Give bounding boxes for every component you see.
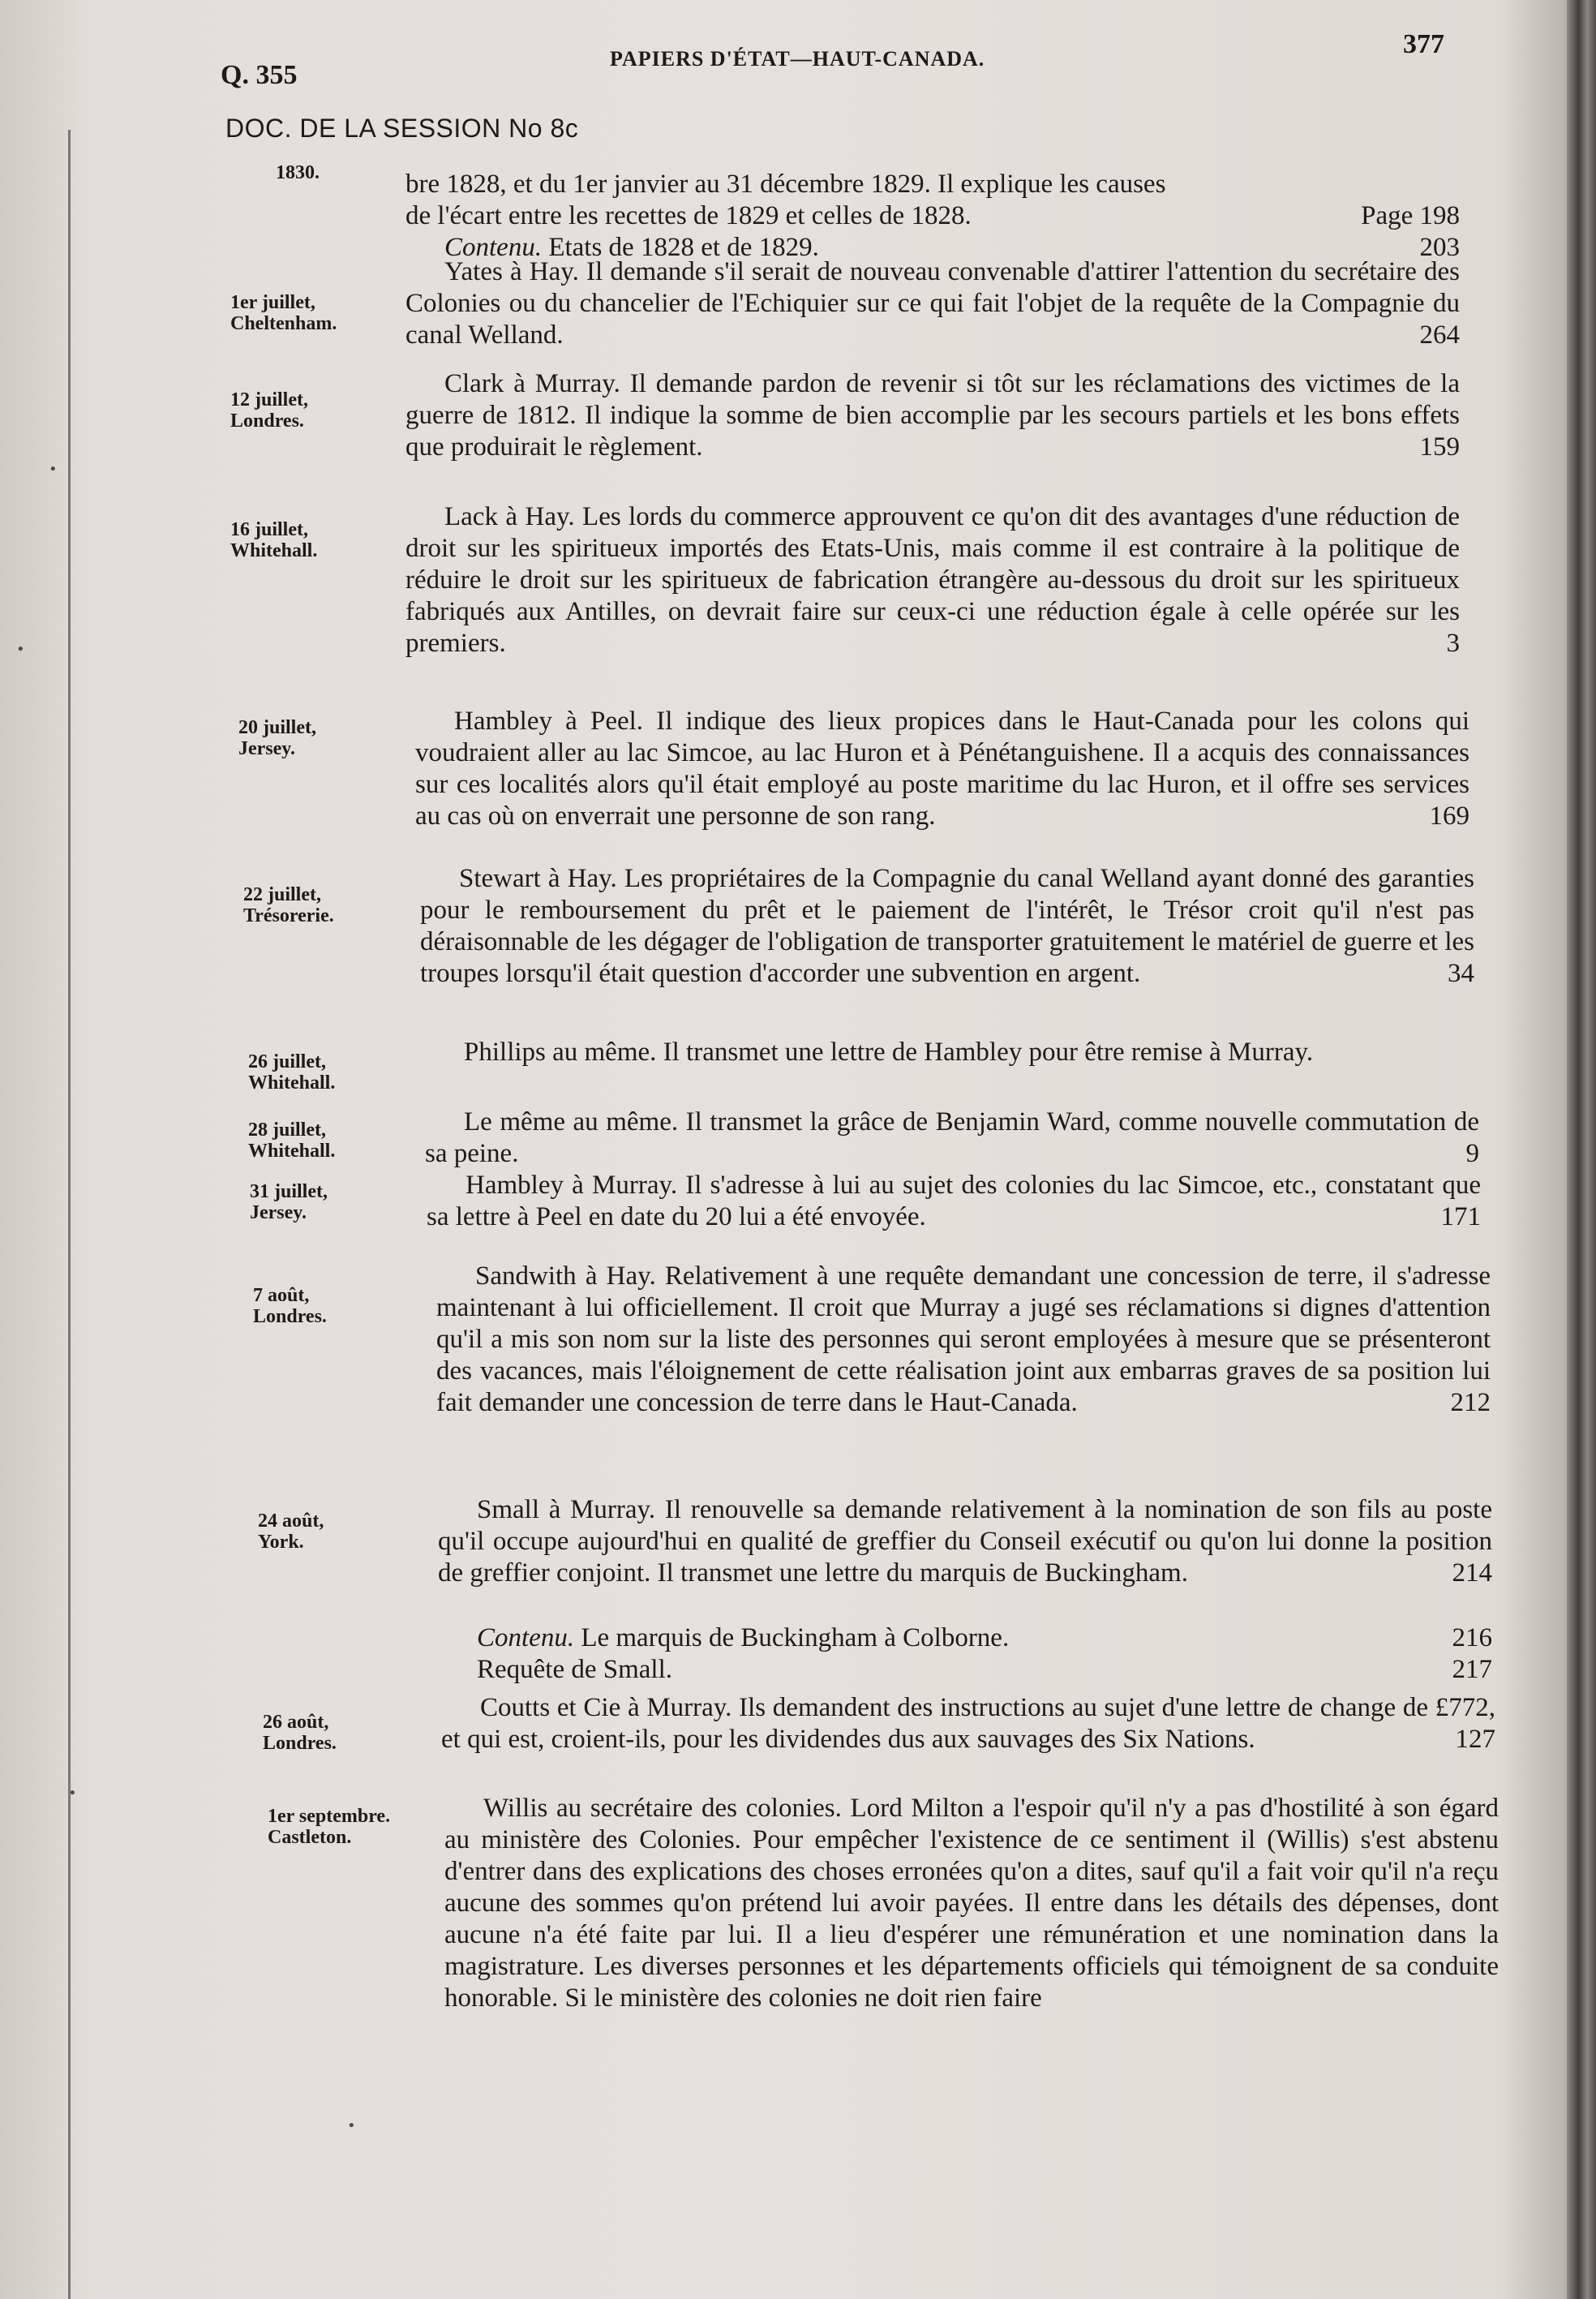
entry-text: Phillips au même. Il transmet une lettre de Hambley pour être remise à Murray. [464, 1038, 1314, 1067]
entry-place: Cheltenham. [230, 313, 337, 334]
entry-date: 31 juillet, [250, 1181, 328, 1202]
entry-date: 1er septembre. [268, 1806, 391, 1827]
contenu-label: Contenu. [444, 233, 543, 262]
header-title: PAPIERS D'ÉTAT—HAUT-CANADA. [610, 47, 985, 71]
entry-date: 28 juillet, [248, 1119, 326, 1141]
entry-page: 214 [1452, 1558, 1492, 1588]
page-number: 377 [1403, 29, 1444, 59]
entry-text: Yates à Hay. Il demande s'il serait de nouveau convenable d'attirer l'attention du secrétaire des Colonies ou du chancelier de l'Echiquier sur ce qui fait l'objet de la requête de la Compagnie du canal Welland. [405, 257, 1460, 350]
entry-page: 3 [1446, 629, 1460, 658]
entry-text: Hambley à Murray. Il s'adresse à lui au sujet des colonies du lac Simcoe, etc., constatant que sa lettre à Peel en date du 20 lui a été envoyée. [427, 1171, 1481, 1231]
margin-speck: • [347, 2117, 356, 2134]
intro-line-2: de l'écart entre les recettes de 1829 et celles de 1828. [405, 201, 972, 230]
entry-place: Jersey. [250, 1202, 307, 1223]
entry-place: Castleton. [268, 1827, 352, 1848]
entry-page: 171 [1440, 1202, 1481, 1231]
entry-place: Trésorerie. [243, 905, 334, 926]
entry-page: 212 [1450, 1388, 1491, 1417]
entry-page: 264 [1419, 320, 1460, 350]
intro-line-2-row [405, 200, 1460, 232]
margin-speck: • [49, 461, 58, 478]
entry-date: 26 août, [263, 1712, 329, 1733]
entry-text: Hambley à Peel. Il indique des lieux propices dans le Haut-Canada pour les colons qui voudraient aller au lac Simcoe, au lac Huron et à Pénétanguishene. Il a acquis des connaissances sur ces localités alors qu'il était employé au poste maritime du lac Huron, et il offre ses services au cas où on enverrait une personne de son rang. [415, 707, 1469, 831]
entry-place: Whitehall. [230, 540, 318, 561]
entry-date: 20 juillet, [238, 717, 316, 738]
margin-speck: • [16, 641, 25, 658]
contenu-text: Etats de 1828 et de 1829. [548, 233, 819, 262]
contenu-page: 203 [1419, 233, 1460, 262]
entry-page: 159 [1419, 432, 1460, 462]
entry-page: 9 [1465, 1139, 1479, 1168]
entry-place: Whitehall. [248, 1141, 336, 1162]
intro-page-ref: Page 198 [1361, 201, 1460, 230]
entry-place: Londres. [263, 1733, 337, 1754]
contenu-label-2: Contenu. [477, 1623, 575, 1652]
session-label: DOC. DE LA SESSION No 8c [225, 114, 579, 143]
entry-text: Clark à Murray. Il demande pardon de revenir si tôt sur les réclamations des victimes de la guerre de 1812. Il indique la somme de bien accomplie par les secours partiels et les bons effets que produirait le règlement. [405, 369, 1460, 462]
page-edge [1567, 0, 1596, 2299]
intro-text [405, 169, 1460, 264]
entry-text: Le même au même. Il transmet la grâce de Benjamin Ward, comme nouvelle commutation de sa peine. [425, 1107, 1479, 1168]
entry-date: 24 août, [258, 1510, 324, 1532]
entry-text: Willis au secrétaire des colonies. Lord Milton a l'espoir qu'il n'y a pas d'hostilité à son égard au ministère des Colonies. Pour empêcher l'existence de ce sentiment il (Willis) s'est abstenu d'entrer dans des explications des choses erronées qu'on a dites, sauf qu'il a fait voir qu'il n'a reçu aucune des sommes qu'on prétend lui avoir payées. Il entre dans les détails des dépenses, dont aucune n'a été faite par lui. Il a lieu d'espérer une rémunération et une nomination dans la magistrature. Les diverses personnes et les départements officiels qui témoignent de sa conduite honorable. Si le ministère des colonies ne doit rien faire [444, 1794, 1499, 2013]
entry-date: 16 juillet, [230, 519, 308, 540]
contenu-page-1: 216 [1452, 1623, 1492, 1652]
entry-text: Sandwith à Hay. Relativement à une requête demandant une concession de terre, il s'adresse maintenant à lui officiellement. Il croit que Murray a jugé ses réclamations si dignes d'attention qu'il a mis son nom sur la liste des personnes qui seront employées à mesure que se présenteront des vacances, mais l'éloignement de cette réalisation joint aux embarras graves de sa position lui fait demander une concession de terre dans le Haut-Canada. [436, 1261, 1491, 1417]
entry-place: Jersey. [238, 738, 295, 759]
entry-text: Coutts et Cie à Murray. Ils demandent des instructions au sujet d'une lettre de change de £772, et qui est, croient-ils, pour les dividendes dus aux sauvages des Six Nations. [441, 1693, 1495, 1754]
entry-date: 22 juillet, [243, 884, 321, 905]
margin-speck: • [68, 1785, 77, 1802]
contenu-line-2: Requête de Small. [477, 1655, 673, 1684]
entry-place: Whitehall. [248, 1072, 336, 1094]
entry-place: Londres. [253, 1306, 327, 1327]
entry-page: 127 [1455, 1725, 1495, 1754]
entry-date: 7 août, [253, 1285, 310, 1306]
year-label: 1830. [276, 162, 320, 183]
header-reference: Q. 355 [221, 60, 298, 90]
entry-place: Londres. [230, 410, 304, 432]
entry-place: York. [258, 1532, 304, 1553]
contenu-line-1: Le marquis de Buckingham à Colborne. [581, 1623, 1010, 1652]
entry-page: 169 [1429, 801, 1469, 831]
entry-text: Stewart à Hay. Les propriétaires de la Compagnie du canal Welland ayant donné des garanties pour le remboursement du prêt et le paiement de l'intérêt, le Trésor croit qu'il n'est pas déraisonnable de les dégager de l'obligation de transporter gratuitement le matériel de guerre et les troupes lorsqu'il était question d'accorder une subvention en argent. [420, 864, 1474, 988]
binding-line [68, 130, 71, 2299]
entry-page: 34 [1448, 959, 1474, 988]
entry-text: Lack à Hay. Les lords du commerce approuvent ce qu'on dit des avantages d'une réduction de droit sur les spiritueux importés des Etats-Unis, mais comme il est contraire à la politique de réduire le droit sur les spiritueux de fabrication étrangère au-dessous du droit sur les spiritueux fabriqués aux Antilles, on devrait faire sur ceux-ci une réduction égale à celle opérée sur les premiers. [405, 502, 1460, 658]
entry-date: 12 juillet, [230, 389, 308, 410]
entry-date: 26 juillet, [248, 1051, 326, 1072]
contenu-block [438, 1622, 1492, 1686]
contenu-page-2: 217 [1452, 1655, 1492, 1684]
entry-text: Small à Murray. Il renouvelle sa demande relativement à la nomination de son fils au poste qu'il occupe aujourd'hui en qualité de greffier du Conseil exécutif ou qu'on lui donne la position de greffier conjoint. Il transmet une lettre du marquis de Buckingham. [438, 1495, 1492, 1588]
entry-date: 1er juillet, [230, 292, 315, 313]
intro-line-1: bre 1828, et du 1er janvier au 31 décembre 1829. Il explique les causes [405, 170, 1166, 199]
